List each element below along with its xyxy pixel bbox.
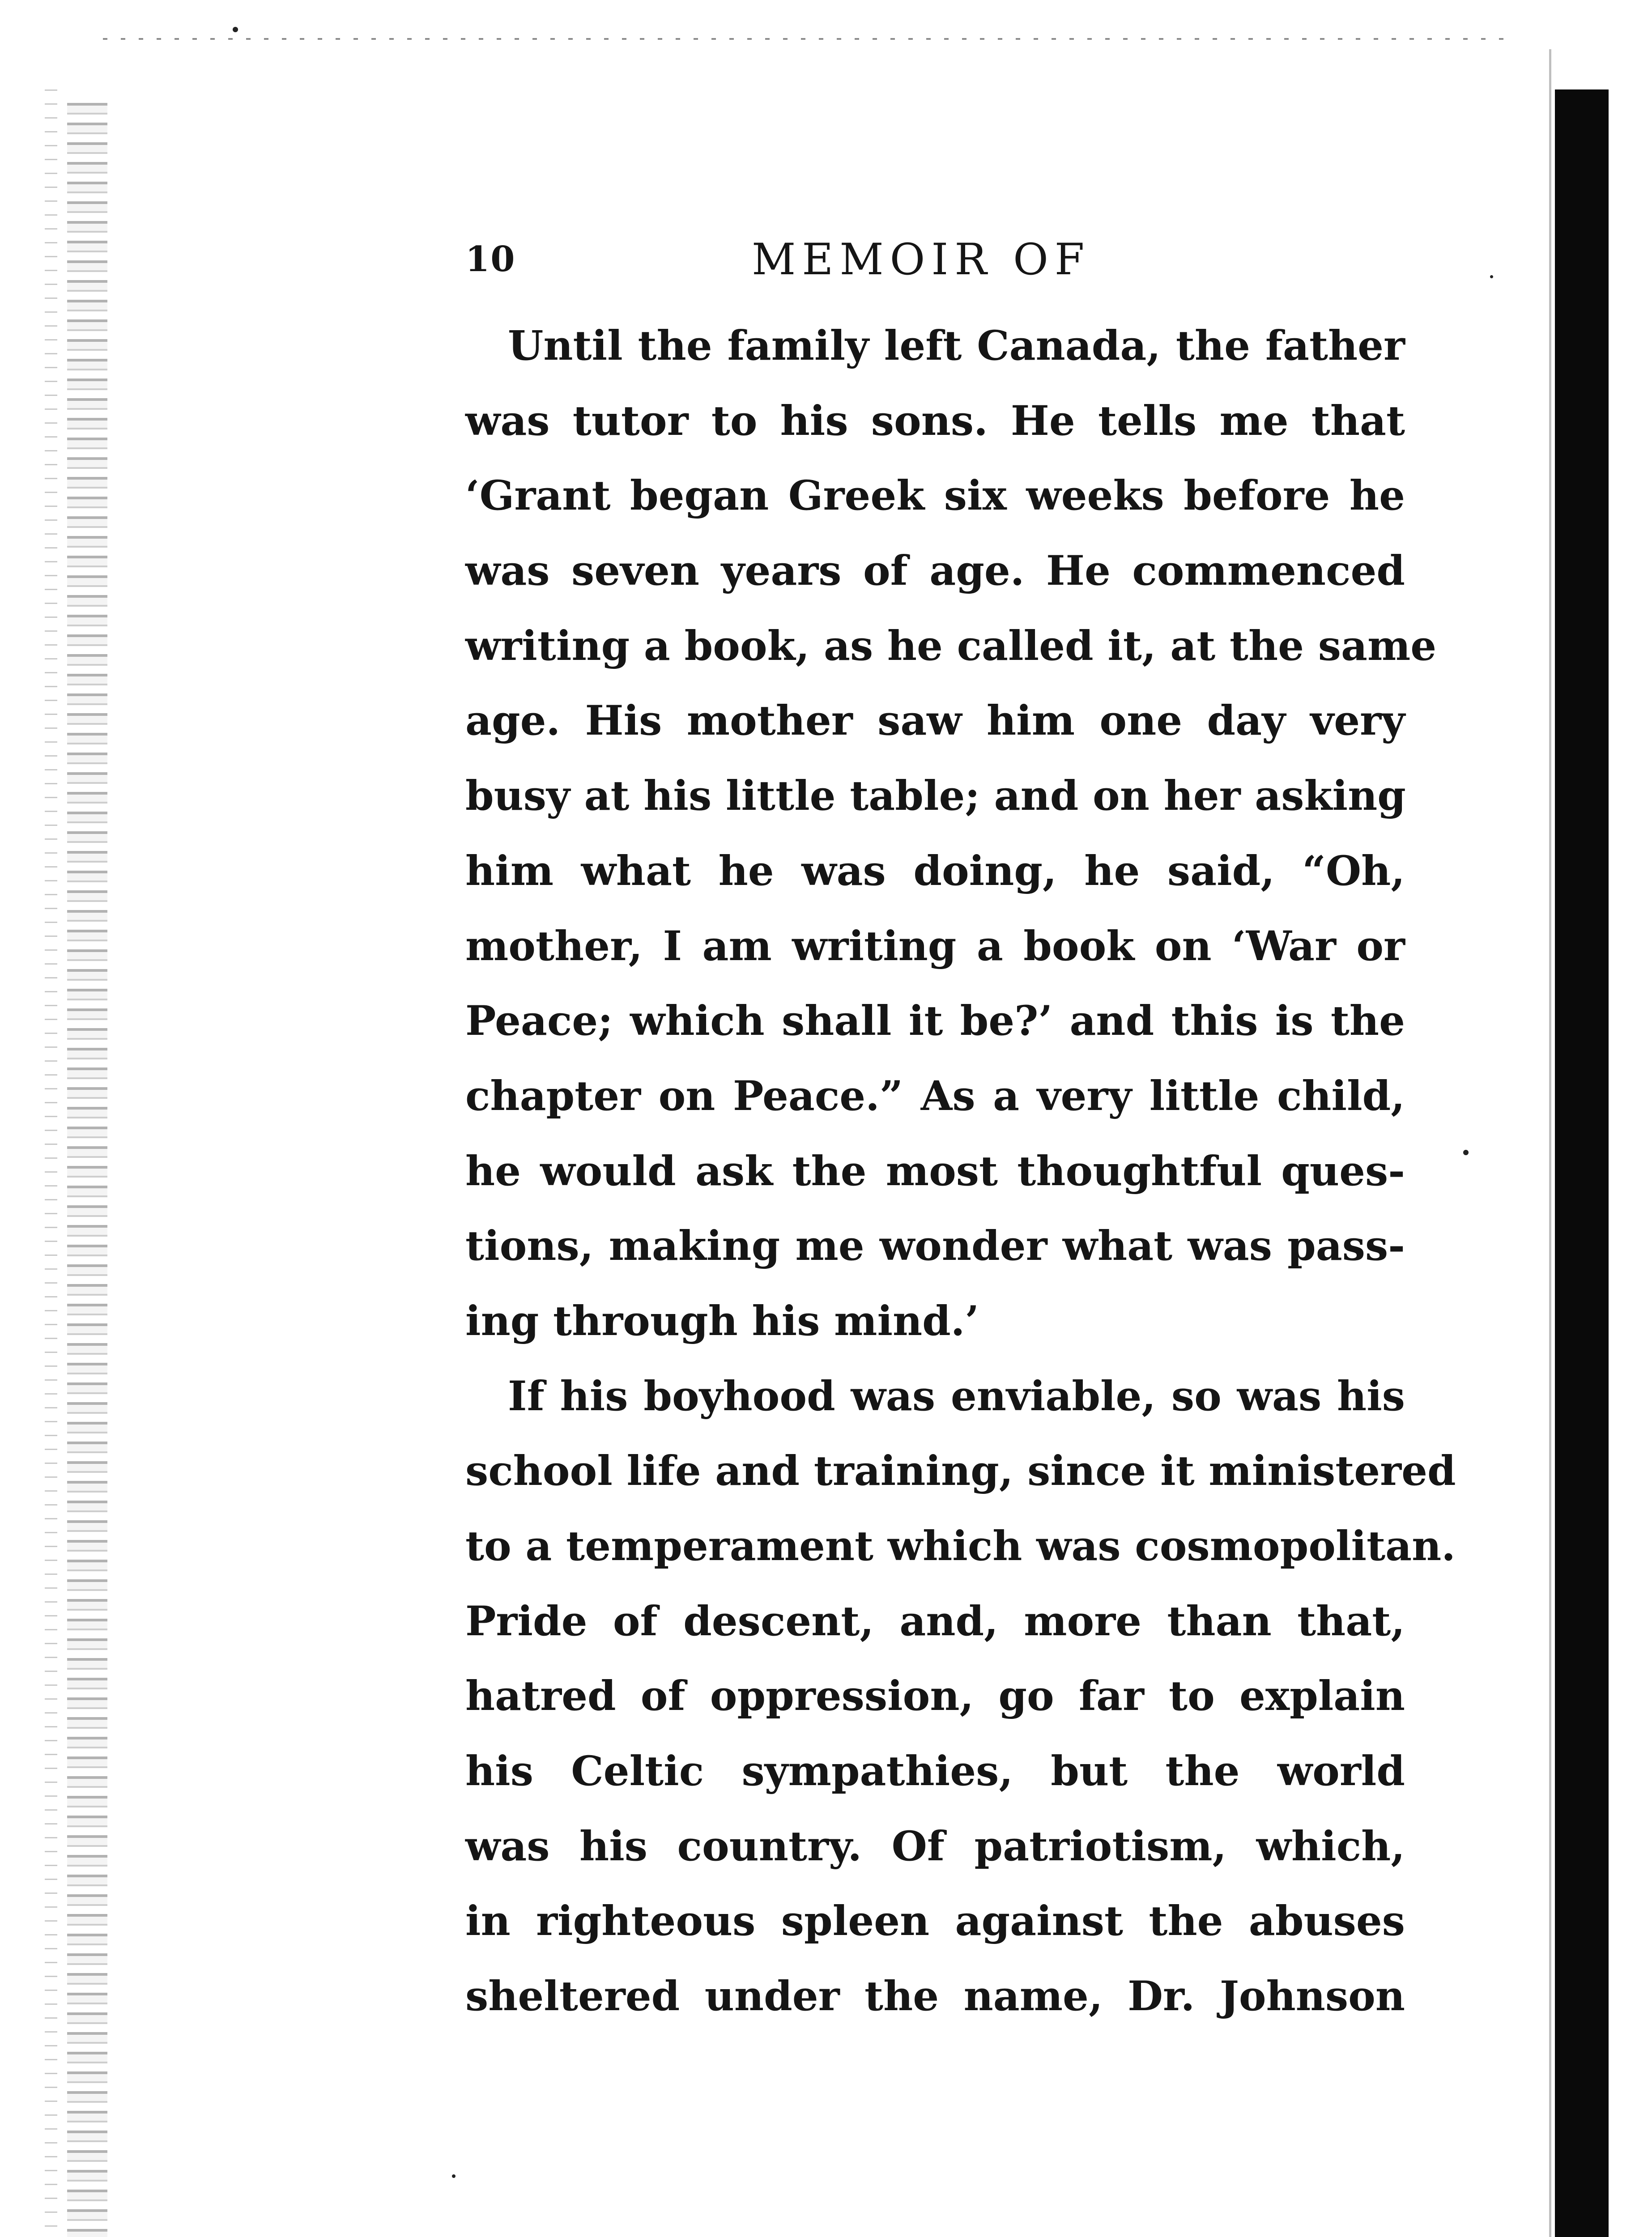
text-line: Pride of descent, and, more than that, [465,1597,1405,1645]
paragraph [465,1359,1456,2034]
running-title: MEMOIR OF [752,234,1091,285]
scan-speck [233,27,238,32]
scan-speck [452,2174,456,2178]
text-line: chapter on Peace.” As a very little child, [465,1072,1405,1120]
text-line: age. His mother saw him one day very [465,697,1405,745]
text-line: to a temperament which was cosmopolitan. [465,1523,1456,1570]
text-line: busy at his little table; and on her asking [465,772,1406,820]
running-head [465,230,1405,289]
text-line: ing through his mind.’ [465,1297,979,1345]
text-line: If his boyhood was enviable, so was his [508,1372,1405,1420]
text-line: was seven years of age. He commenced [465,547,1405,595]
text-line: he would ask the most thoughtful ques- [465,1147,1405,1195]
scan-binding-edge [67,103,107,2237]
body-text [465,309,1456,2034]
scan-dark-margin [1555,89,1609,2237]
text-line: Until the family left Canada, the father [508,322,1405,370]
text-line: in righteous spleen against the abuses [465,1897,1405,1945]
text-line: Peace; which shall it be?’ and this is the [465,997,1405,1045]
text-line: tions, making me wonder what was pass- [465,1222,1405,1270]
text-line: was tutor to his sons. He tells me that [465,397,1405,445]
paragraph [465,309,1437,1359]
scan-page-edge-line [1549,49,1551,2237]
scan-speck [1490,275,1493,278]
scan-top-dotted-edge [103,38,1512,40]
text-line: mother, I am writing a book on ‘War or [465,922,1405,970]
text-line: sheltered under the name, Dr. Johnson [465,1973,1405,2020]
text-line: school life and training, since it ministered [465,1447,1456,1495]
scan-speck [1463,1150,1469,1155]
text-line: hatred of oppression, go far to explain [465,1672,1405,1720]
text-line: was his country. Of patriotism, which, [465,1822,1405,1870]
text-line: his Celtic sympathies, but the world [465,1748,1405,1795]
scan-edge-shadow [45,89,57,2237]
text-line: writing a book, as he called it, at the same [465,622,1437,670]
page-number: 10 [465,239,516,280]
text-line: ‘Grant began Greek six weeks before he [465,472,1405,520]
text-line: him what he was doing, he said, “Oh, [465,847,1405,895]
